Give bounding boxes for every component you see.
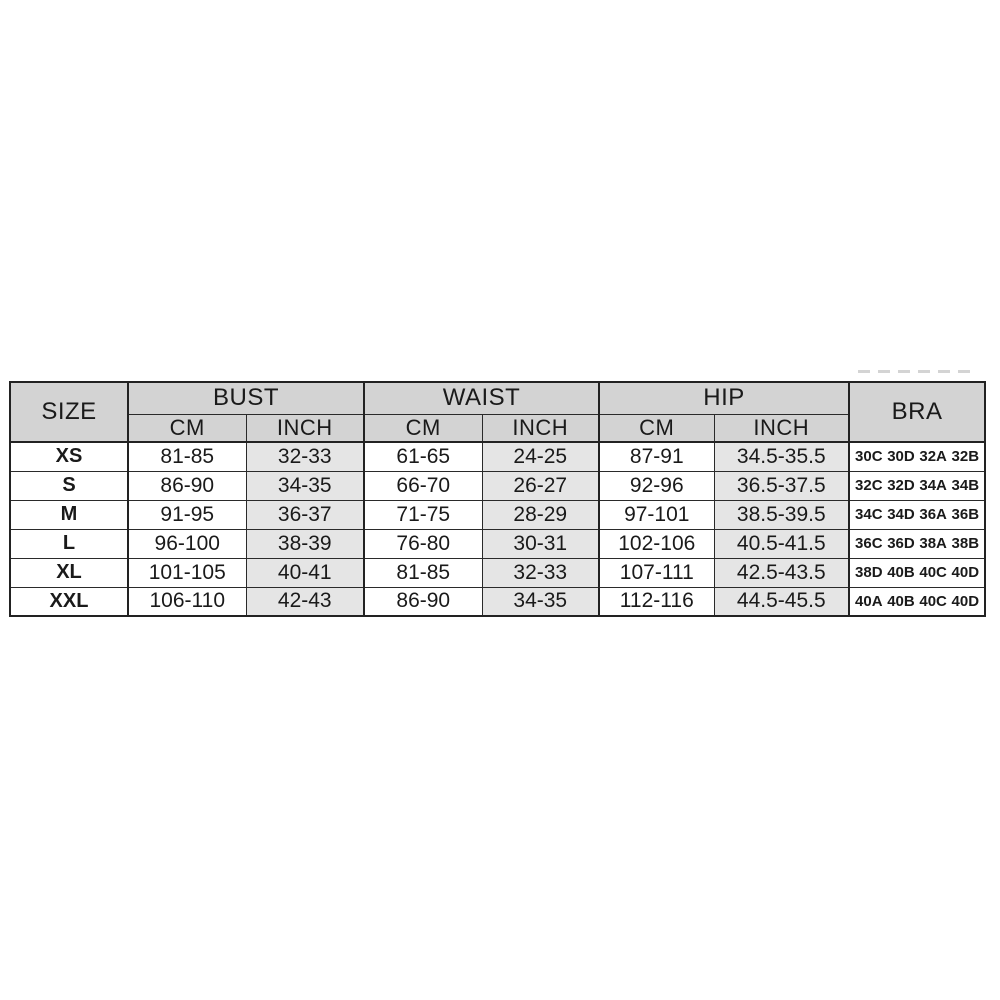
cell-waist-inch: 28-29	[482, 500, 599, 529]
cell-hip-inch: 36.5-37.5	[714, 471, 849, 500]
cell-hip-cm: 87-91	[599, 442, 714, 471]
header-row-units	[10, 414, 985, 442]
table-row	[10, 500, 985, 529]
cropped-print-artifact	[858, 370, 970, 373]
header-row-groups	[10, 382, 985, 414]
cell-size-label: M	[10, 500, 128, 529]
bra-size-value: 32A	[919, 448, 947, 466]
subheader-waist-inch: INCH	[482, 414, 599, 442]
cell-bust-inch: 32-33	[246, 442, 364, 471]
table-row	[10, 471, 985, 500]
cell-waist-cm: 61-65	[364, 442, 482, 471]
table-row	[10, 529, 985, 558]
cell-size-label: XL	[10, 558, 128, 587]
subheader-bust-cm: CM	[128, 414, 246, 442]
bra-size-list	[855, 448, 979, 465]
bra-size-value: 32C	[855, 477, 883, 494]
cell-waist-inch: 34-35	[482, 587, 599, 616]
cell-bust-inch: 38-39	[246, 529, 364, 558]
cell-bra-sizes	[849, 442, 985, 471]
bra-size-value: 30D	[887, 448, 915, 466]
bra-size-value: 40B	[887, 564, 915, 581]
bra-size-value: 32D	[887, 477, 915, 494]
cell-bust-cm: 86-90	[128, 471, 246, 500]
cell-hip-inch: 38.5-39.5	[714, 500, 849, 529]
bra-size-list	[855, 506, 979, 523]
cell-waist-cm: 81-85	[364, 558, 482, 587]
bra-size-value: 36D	[887, 535, 915, 552]
cell-bust-inch: 36-37	[246, 500, 364, 529]
cell-size-label: S	[10, 471, 128, 500]
bra-size-value: 38D	[855, 564, 883, 581]
cell-size-label: L	[10, 529, 128, 558]
table-row	[10, 442, 985, 471]
bra-size-value: 40D	[951, 564, 980, 581]
subheader-bust-inch: INCH	[246, 414, 364, 442]
cell-bust-cm: 101-105	[128, 558, 246, 587]
column-group-waist: WAIST	[364, 382, 599, 414]
bra-size-value: 30C	[855, 448, 883, 466]
bra-size-value: 34A	[919, 477, 947, 494]
bra-size-value: 34C	[855, 506, 883, 523]
cell-hip-cm: 102-106	[599, 529, 714, 558]
subheader-waist-cm: CM	[364, 414, 482, 442]
column-header-size: SIZE	[10, 382, 128, 442]
cell-hip-cm: 92-96	[599, 471, 714, 500]
bra-size-value: 36C	[855, 535, 883, 552]
cell-bra-sizes	[849, 500, 985, 529]
cell-hip-inch: 40.5-41.5	[714, 529, 849, 558]
table-row	[10, 558, 985, 587]
column-header-bra: BRA	[849, 382, 985, 442]
bra-size-value: 36A	[919, 506, 947, 523]
bra-size-list	[855, 564, 979, 581]
cell-waist-cm: 71-75	[364, 500, 482, 529]
cell-hip-inch: 44.5-45.5	[714, 587, 849, 616]
bra-size-list	[855, 477, 979, 494]
cell-bust-cm: 91-95	[128, 500, 246, 529]
cell-hip-cm: 107-111	[599, 558, 714, 587]
cell-bra-sizes	[849, 529, 985, 558]
cell-bust-inch: 42-43	[246, 587, 364, 616]
cell-waist-cm: 76-80	[364, 529, 482, 558]
size-chart	[9, 381, 986, 617]
cell-hip-inch: 42.5-43.5	[714, 558, 849, 587]
bra-size-value: 38A	[919, 535, 947, 552]
bra-size-list	[855, 535, 979, 552]
cell-size-label: XXL	[10, 587, 128, 616]
cell-hip-cm: 112-116	[599, 587, 714, 616]
bra-size-value: 40B	[887, 592, 915, 610]
cell-waist-cm: 86-90	[364, 587, 482, 616]
bra-size-list	[855, 593, 979, 610]
bra-size-value: 40D	[951, 592, 980, 610]
cell-waist-inch: 26-27	[482, 471, 599, 500]
table-row	[10, 587, 985, 616]
bra-size-value: 40A	[855, 592, 883, 610]
cell-bust-cm: 106-110	[128, 587, 246, 616]
bra-size-value: 32B	[951, 448, 980, 466]
cell-size-label: XS	[10, 442, 128, 471]
bra-size-value: 40C	[919, 564, 947, 581]
column-group-bust: BUST	[128, 382, 364, 414]
bra-size-value: 34D	[887, 506, 915, 523]
bra-size-value: 34B	[951, 477, 980, 494]
cell-waist-inch: 24-25	[482, 442, 599, 471]
cell-bust-inch: 40-41	[246, 558, 364, 587]
subheader-hip-cm: CM	[599, 414, 714, 442]
cell-waist-inch: 30-31	[482, 529, 599, 558]
size-chart-table	[9, 381, 986, 617]
subheader-hip-inch: INCH	[714, 414, 849, 442]
cell-waist-inch: 32-33	[482, 558, 599, 587]
size-chart-body	[10, 442, 985, 616]
bra-size-value: 36B	[951, 506, 980, 523]
cell-bra-sizes	[849, 558, 985, 587]
cell-bust-cm: 81-85	[128, 442, 246, 471]
cell-bust-cm: 96-100	[128, 529, 246, 558]
column-group-hip: HIP	[599, 382, 849, 414]
bra-size-value: 40C	[919, 592, 947, 610]
cell-bra-sizes	[849, 471, 985, 500]
cell-bust-inch: 34-35	[246, 471, 364, 500]
cell-bra-sizes	[849, 587, 985, 616]
cell-hip-cm: 97-101	[599, 500, 714, 529]
bra-size-value: 38B	[951, 535, 980, 552]
cell-hip-inch: 34.5-35.5	[714, 442, 849, 471]
cell-waist-cm: 66-70	[364, 471, 482, 500]
